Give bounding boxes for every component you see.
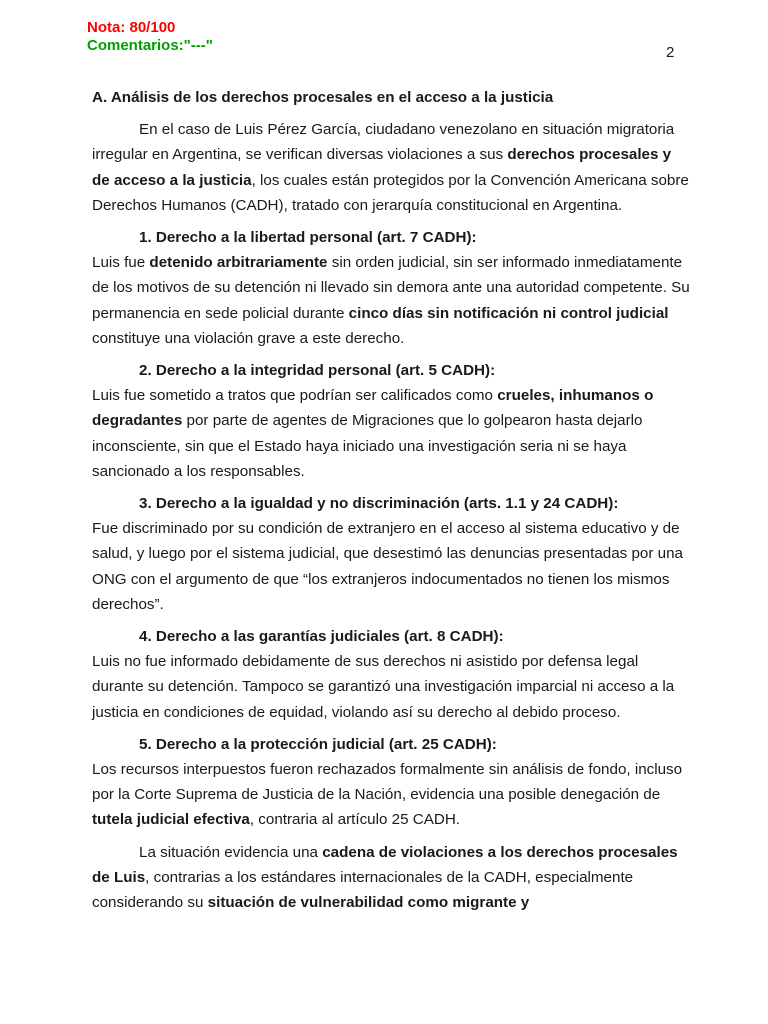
item-2-text-2: por parte de agentes de Migraciones que lo golpearon hasta dejarlo inconsciente, sin que el Estado haya iniciado una investigación seria ni se haya sancionado a los responsables. [92, 412, 643, 480]
item-5-text-2: , contraria al artículo 25 CADH. [249, 811, 461, 829]
item-2-text-1: Luis fue sometido a tratos que podrían ser calificados como [92, 387, 498, 405]
intro-paragraph [92, 117, 692, 218]
item-title-1: 1. Derecho a la libertad personal (art. 7 CADH): [139, 229, 477, 247]
closing-bold-2: situación de vulnerabilidad como migrante y [207, 894, 530, 912]
item-1-bold-1: detenido arbitrariamente [149, 254, 328, 272]
item-4-text-1: Luis no fue informado debidamente de sus derechos ni asistido por defensa legal durante su detención. Tampoco se garantizó una investigación imparcial ni acceso a la justicia en condiciones de equidad, violando así su derecho al debido proceso. [92, 653, 675, 721]
item-1-text-3: constituye una violación grave a este derecho. [92, 329, 405, 347]
item-1-text-2: sin orden judicial, sin ser informado inmediatamente de los motivos de su detención ni llevado sin demora ante una autoridad competente. Su permanencia en sede policial durante [92, 254, 690, 322]
item-3-text-1: Fue discriminado por su condición de extranjero en el acceso al sistema educativo y de salud, y luego por el sistema judicial, que desestimó las denuncias presentadas por una ONG con el argumento de que “los extranjeros indocumentados no tienen los mismos derechos”. [92, 520, 683, 613]
item-title-2: 2. Derecho a la integridad personal (art. 5 CADH): [139, 362, 496, 380]
document-body [92, 85, 692, 915]
item-body-4 [92, 649, 692, 725]
grade-annotation [87, 19, 213, 55]
item-body-5 [92, 757, 692, 833]
item-5-bold-1: tutela judicial efectiva [92, 811, 250, 829]
closing-paragraph [92, 840, 692, 916]
intro-text-1: En el caso de Luis Pérez García, ciudadano venezolano en situación migratoria irregular en Argentina, se verifican diversas violaciones a sus [92, 121, 675, 164]
closing-bold-1: cadena de violaciones a los derechos procesales de Luis [92, 843, 678, 886]
item-title-3: 3. Derecho a la igualdad y no discriminación (arts. 1.1 y 24 CADH): [139, 495, 619, 513]
item-5-text-1: Los recursos interpuestos fueron rechazados formalmente sin análisis de fondo, incluso por la Corte Suprema de Justicia de la Nación, evidencia una posible denegación de [92, 761, 683, 804]
grade-comments: Comentarios:"---" [87, 37, 213, 54]
intro-bold-1: derechos procesales y de acceso a la justicia [92, 146, 672, 189]
item-body-3 [92, 516, 692, 617]
intro-text-2: , los cuales están protegidos por la Convención Americana sobre Derechos Humanos (CADH), tratado con jerarquía constitucional en Argentina. [92, 171, 689, 214]
page-number: 2 [666, 44, 675, 61]
item-body-1 [92, 250, 692, 351]
item-1-text-1: Luis fue [92, 254, 150, 272]
closing-text-2: , contrarias a los estándares internacionales de la CADH, especialmente considerando su [92, 868, 634, 912]
section-heading: A. Análisis de los derechos procesales en el acceso a la justicia [92, 89, 554, 106]
item-1-bold-2: cinco días sin notificación ni control judicial [348, 304, 669, 322]
item-title-5: 5. Derecho a la protección judicial (art. 25 CADH): [139, 735, 497, 753]
grade-score: Nota: 80/100 [87, 19, 176, 36]
item-body-2 [92, 383, 692, 484]
closing-text-1: La situación evidencia una [139, 843, 323, 861]
item-2-bold-1: crueles, inhumanos o degradantes [92, 387, 654, 430]
item-title-4: 4. Derecho a las garantías judiciales (art. 8 CADH): [139, 628, 504, 646]
